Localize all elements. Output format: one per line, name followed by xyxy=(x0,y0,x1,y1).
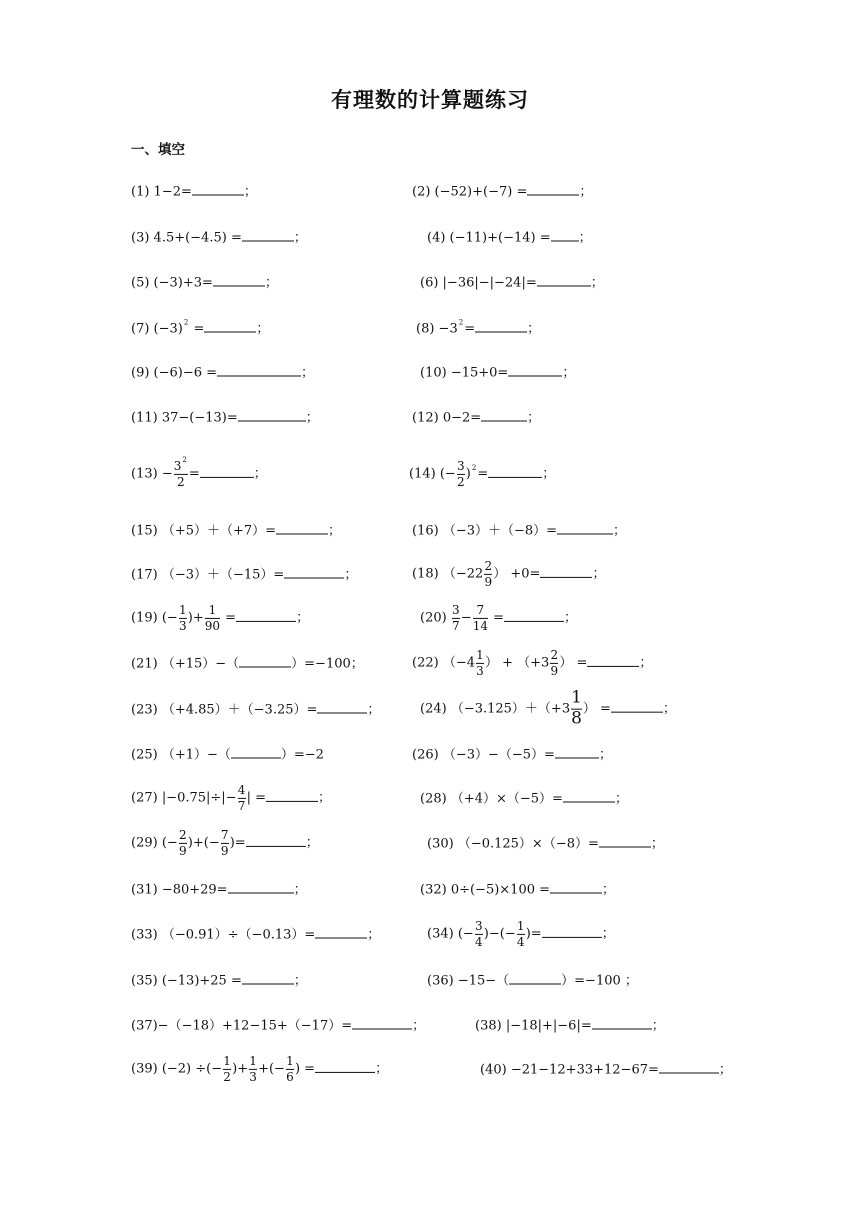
problem-32: (32) 0÷(−5)×100 = ； xyxy=(420,882,616,898)
problem-29: (29) (− $\frac{2}{9}$ )+(− $\frac{7}{9}$ )= ； xyxy=(131,827,319,858)
answer-blank[interactable] xyxy=(481,410,527,422)
answer-blank[interactable] xyxy=(592,1018,652,1030)
answer-blank[interactable] xyxy=(508,365,562,377)
problem-13: (13) − $\frac{3^2}{2}$ = ； xyxy=(131,455,267,489)
problem-3: (3) 4.5+(−4.5) = ； xyxy=(131,230,307,246)
problem-27: (27) |−0.75|÷|− $\frac{4}{7}$ | = ； xyxy=(131,782,332,813)
problem-22: (22) （−4 $\frac{1}{3}$ ） + （+3 $\frac{2}{9}$ ） = ； xyxy=(412,647,653,678)
problem-2: (2) (−52)+(−7) = ； xyxy=(412,184,593,200)
answer-blank[interactable] xyxy=(213,275,265,287)
answer-blank[interactable] xyxy=(540,566,592,578)
problem-19: (19) (− $\frac{1}{3}$ )+ $\frac{1}{90}$ = ； xyxy=(131,602,310,633)
problem-34: (34) (− $\frac{3}{4}$ )−(− $\frac{1}{4}$ )= ； xyxy=(427,918,615,949)
answer-blank[interactable] xyxy=(537,275,591,287)
problem-39: (39) (−2) ÷(− $\frac{1}{2}$ )+ $\frac{1}{3}$ +(− $\frac{1}{6}$ ) = ； xyxy=(131,1053,389,1084)
section-heading: 一、填空 xyxy=(131,142,185,158)
problem-20: (20) $\frac{3}{7}$ − $\frac{7}{14}$ = ； xyxy=(420,602,578,633)
fraction: $\frac{1}{8}$ xyxy=(571,687,582,729)
answer-blank[interactable] xyxy=(200,466,254,478)
problem-15: (15) （+5）＋（+7）= ； xyxy=(131,523,342,539)
answer-blank[interactable] xyxy=(315,927,367,939)
answer-blank[interactable] xyxy=(192,184,244,196)
answer-blank[interactable] xyxy=(563,791,615,803)
answer-blank[interactable] xyxy=(527,184,579,196)
problem-14: (14) (− $\frac{3}{2}$ )$^2$= ； xyxy=(409,458,556,489)
problem-9: (9) (−6)−6 = ； xyxy=(131,365,315,381)
answer-blank[interactable] xyxy=(228,882,294,894)
fraction: $\frac{1}{2}$ xyxy=(223,1053,231,1084)
fraction: $\frac{2}{9}$ xyxy=(178,827,187,858)
problem-33: (33) （−0.91）÷（−0.13）= ； xyxy=(131,927,381,943)
answer-blank[interactable] xyxy=(284,567,344,579)
fraction: $\frac{1}{4}$ xyxy=(516,918,525,949)
problem-24: (24) （−3.125）＋（+3 $\frac{1}{8}$ ） = ； xyxy=(420,687,676,729)
problem-35: (35) (−13)+25 = ； xyxy=(131,973,307,989)
answer-blank[interactable] xyxy=(599,836,651,848)
answer-blank[interactable] xyxy=(555,747,599,759)
answer-blank[interactable] xyxy=(276,523,328,535)
answer-blank[interactable] xyxy=(266,790,318,802)
answer-blank[interactable] xyxy=(659,1062,719,1074)
document-title: 有理数的计算题练习 xyxy=(331,87,529,112)
problem-1: (1) 1−2= ； xyxy=(131,184,257,200)
answer-blank[interactable] xyxy=(551,230,579,242)
problem-10: (10) −15+0= ； xyxy=(420,365,576,381)
problem-4: (4) (−11)+(−14) = ； xyxy=(427,230,592,246)
fraction: $\frac{4}{7}$ xyxy=(237,782,246,813)
answer-blank[interactable] xyxy=(317,702,367,714)
answer-blank[interactable] xyxy=(231,747,281,759)
answer-blank[interactable] xyxy=(509,973,561,985)
problem-37: (37)−（−18）+12−15+（−17）= ； xyxy=(131,1018,426,1034)
problem-17: (17) （−3）＋（−15）= ； xyxy=(131,567,358,583)
answer-blank[interactable] xyxy=(352,1018,412,1030)
answer-blank[interactable] xyxy=(239,656,291,668)
answer-blank[interactable] xyxy=(246,835,306,847)
answer-blank[interactable] xyxy=(204,321,256,333)
fraction: $\frac{1}{90}$ xyxy=(204,602,221,633)
fraction: $\frac{7}{9}$ xyxy=(220,827,229,858)
answer-blank[interactable] xyxy=(236,610,296,622)
answer-blank[interactable] xyxy=(315,1061,375,1073)
problem-30: (30) （−0.125）×（−8）= ； xyxy=(427,836,664,852)
problem-12: (12) 0−2= ； xyxy=(412,410,541,426)
problem-31: (31) −80+29= ； xyxy=(131,882,307,898)
answer-blank[interactable] xyxy=(611,701,663,713)
problem-5: (5) (−3)+3= ； xyxy=(131,275,278,291)
answer-blank[interactable] xyxy=(504,610,564,622)
fraction: $\frac{3^2}{2}$ xyxy=(173,455,187,489)
problem-26: (26) （−3）−（−5）= ； xyxy=(412,747,612,763)
answer-blank[interactable] xyxy=(242,973,294,985)
answer-blank[interactable] xyxy=(217,365,301,377)
problem-21: (21) （+15）−（ ）=−100； xyxy=(131,656,364,672)
fraction: $\frac{2}{9}$ xyxy=(550,647,559,678)
answer-blank[interactable] xyxy=(475,321,527,333)
problem-7: (7) $(-3)^2$ = ； xyxy=(131,318,270,337)
fraction: $\frac{3}{2}$ xyxy=(456,458,465,489)
answer-blank[interactable] xyxy=(550,882,602,894)
problem-11: (11) 37−(−13)= ； xyxy=(131,410,319,426)
problem-40: (40) −21−12+33+12−67= ； xyxy=(480,1062,732,1078)
fraction: $\frac{7}{14}$ xyxy=(472,602,489,633)
fraction: $\frac{1}{6}$ xyxy=(286,1053,294,1084)
answer-blank[interactable] xyxy=(238,410,306,422)
problem-18: (18) （−22 $\frac{2}{9}$ ） +0= ； xyxy=(412,558,606,589)
fraction: $\frac{1}{3}$ xyxy=(249,1053,257,1084)
problem-6: (6) |−36|−|−24|= ； xyxy=(420,275,604,291)
answer-blank[interactable] xyxy=(587,655,639,667)
fraction: $\frac{1}{3}$ xyxy=(178,602,187,633)
fraction: $\frac{2}{9}$ xyxy=(484,558,493,589)
fraction: $\frac{1}{3}$ xyxy=(476,647,484,678)
answer-blank[interactable] xyxy=(542,926,602,938)
problem-38: (38) |−18|+|−6|= ； xyxy=(475,1018,665,1034)
problem-28: (28) （+4）×（−5）= ； xyxy=(420,791,628,807)
answer-blank[interactable] xyxy=(242,230,294,242)
problem-36: (36) −15−（ ）=−100 ； xyxy=(427,973,638,989)
problem-25: (25) （+1）−（ ）=−2 xyxy=(131,747,324,763)
fraction: $\frac{3}{7}$ xyxy=(452,602,460,633)
problem-16: (16) （−3）＋（−8）= ； xyxy=(412,523,627,539)
answer-blank[interactable] xyxy=(557,523,613,535)
problem-8: $(8) -3^2=$ ； xyxy=(416,318,541,337)
answer-blank[interactable] xyxy=(488,466,542,478)
fraction: $\frac{3}{4}$ xyxy=(474,918,483,949)
problem-23: (23) （+4.85）＋（−3.25）= ； xyxy=(131,702,381,718)
